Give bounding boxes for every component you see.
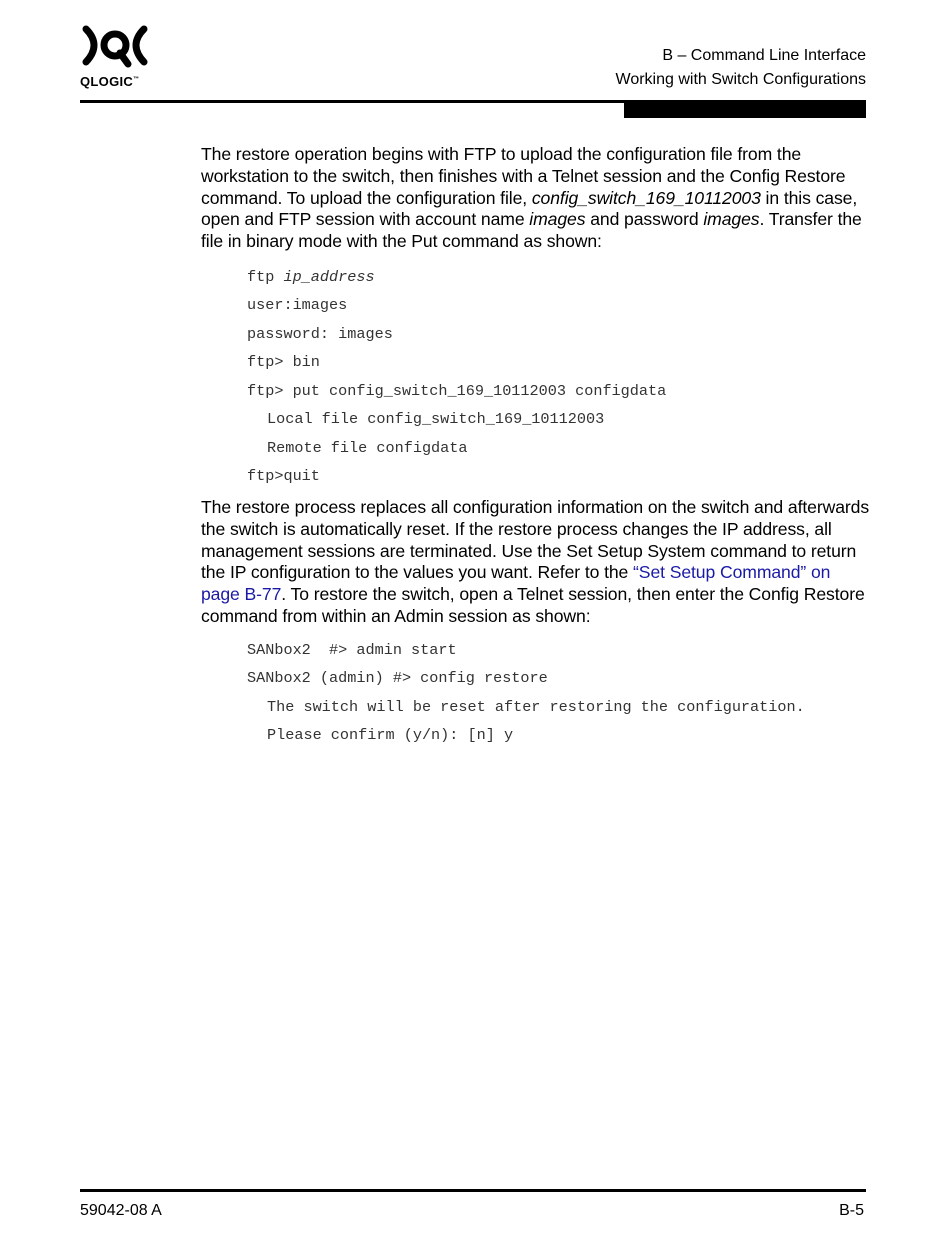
code-block-ftp	[201, 263, 871, 491]
code-line: Local file config_switch_169_10112003	[267, 410, 605, 429]
header-section: Working with Switch Configurations	[615, 71, 866, 88]
footer-rule	[80, 1189, 866, 1192]
code-line: Remote file configdata	[267, 438, 468, 457]
code-line: Please confirm (y/n): [n] y	[267, 726, 514, 745]
logo-wordmark: QLOGIC™	[80, 74, 140, 89]
paragraph-restore-process: The restore process replaces all configuration information on the switch and afterwards the switch is automatically reset. If the restore process changes the IP address, all management sessions are terminated. Use the Set Setup System command to return the IP configuration to the values you want. Refer to the “Set Setup Command” on page B-77. To restore the switch, open a Telnet session, then enter the Config Restore command from within an Admin session as shown:	[201, 496, 870, 626]
header-bar	[624, 103, 866, 118]
qlogic-logo-icon	[80, 24, 150, 70]
code-line: password: images	[247, 324, 393, 343]
code-line: ftp>quit	[247, 467, 320, 486]
doc-number: 59042-08 A	[80, 1202, 162, 1219]
page-content	[201, 144, 871, 750]
page-number: B-5	[839, 1202, 864, 1219]
code-line: user:images	[247, 296, 348, 315]
header-chapter: B – Command Line Interface	[662, 47, 866, 64]
paragraph-ftp-intro: The restore operation begins with FTP to upload the configuration file from the workstation to the switch, then finishes with a Telnet session and the Config Restore command. To upload the configuration file, config_switch_169_10112003 in this case, open and FTP session with account name images and password images. Transfer the file in binary mode with the Put command as shown:	[201, 144, 862, 252]
set-setup-command-link[interactable]: “Set Setup Command” on page B-77	[201, 562, 831, 605]
code-line: The switch will be reset after restoring the configuration.	[267, 697, 805, 716]
code-block-restore	[201, 636, 871, 750]
code-line: ftp> bin	[247, 353, 320, 372]
code-line: ftp> put config_switch_169_10112003 configdata	[247, 381, 667, 400]
code-line: ftp ip_address	[247, 267, 375, 286]
code-line: SANbox2 #> admin start	[247, 640, 457, 659]
qlogic-logo	[80, 24, 150, 94]
code-line: SANbox2 (admin) #> config restore	[247, 669, 548, 688]
running-header	[616, 44, 866, 92]
